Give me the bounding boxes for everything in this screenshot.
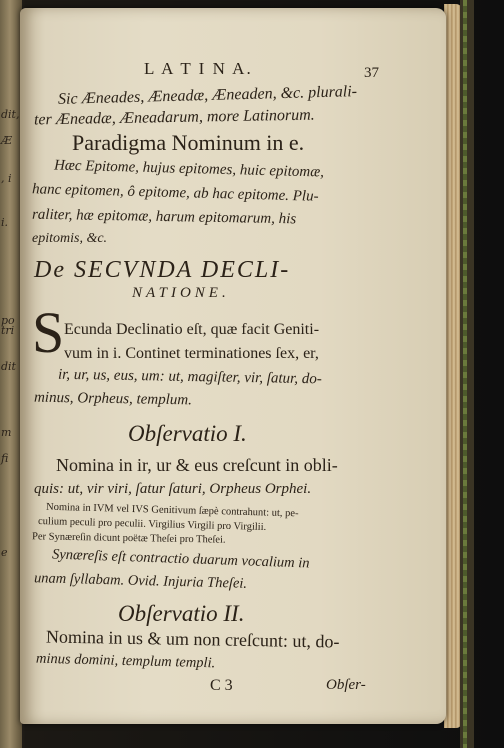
left-margin-fragment: fi — [1, 452, 9, 465]
observation-heading: Obſervatio I. — [128, 421, 247, 446]
left-margin-fragment: m — [1, 426, 12, 439]
left-margin-fragment: i. — [1, 216, 9, 229]
left-margin-fragment: tri — [1, 324, 15, 337]
text-line: ter Æneadæ, Æneadarum, more Latinorum. — [33, 106, 315, 129]
catchword: Obſer- — [326, 677, 366, 693]
text-line: Nomina in ir, ur & eus creſcunt in obli- — [56, 455, 338, 475]
signature-mark: C 3 — [210, 677, 233, 694]
text-line: minus, Orpheus, templum. — [33, 389, 193, 409]
text-line: hanc epitomen, ô epitome, ab hac epitome. Plu- — [31, 181, 319, 205]
left-margin-fragment: , i — [1, 172, 12, 185]
note-line: culium peculi pro peculii. Virgilius Virgili pro Virgilii. — [37, 516, 267, 533]
paradigm-heading: Paradigma Nominum in e. — [72, 130, 305, 155]
left-margin-fragment: dit — [1, 360, 16, 373]
section-heading-continued: NATIONE. — [132, 285, 230, 301]
left-margin-fragment: Æ — [1, 134, 13, 147]
running-title: L A T I N A. — [144, 59, 253, 78]
text-line: Hæc Epitome, hujus epitomes, huic epitomæ, — [53, 157, 325, 181]
book-page — [20, 8, 446, 724]
note-line: Nomina in IVM vel IVS Genitivum ſæpè contrahunt: ut, pe- — [45, 501, 299, 520]
text-line: Sic Æneades, Æneadæ, Æneaden, &c. plurali- — [57, 83, 358, 108]
text-line: ir, ur, us, eus, um: ut, magiſter, vir, ſatur, do- — [57, 366, 322, 388]
text-line: minus domini, templum templi. — [35, 650, 216, 672]
text-line: Synæreſis eſt contractio duarum vocalium in — [51, 546, 310, 572]
text-line: raliter, hæ epitomæ, harum epitomarum, his — [31, 206, 297, 228]
left-margin-fragment: e — [1, 546, 8, 559]
left-margin-fragment: po — [1, 314, 15, 327]
text-line: epitomis, &c. — [32, 231, 108, 246]
note-line: Per Synæreſin dicunt poëtæ Theſei pro Theſei. — [31, 531, 226, 546]
text-line: Ecunda Declinatio eſt, quæ facit Geniti- — [64, 321, 320, 338]
page-number: 37 — [364, 65, 379, 81]
text-line: quis: ut, vir viri, ſatur ſaturi, Orpheus Orphei. — [34, 481, 312, 497]
left-margin-fragment: dit, — [1, 108, 20, 121]
section-heading: De SECVNDA DECLI- — [34, 257, 291, 283]
left-page-edge — [0, 0, 22, 748]
text-line: unam ſyllabam. Ovid. Injuria Theſei. — [33, 570, 248, 592]
book-cover-edge — [460, 0, 474, 748]
observation-heading: Obſervatio II. — [118, 601, 245, 626]
drop-cap: S — [32, 300, 65, 365]
text-line: vum in i. Continet terminationes ſex, er, — [64, 345, 319, 362]
text-line: Nomina in us & um non creſcunt: ut, do- — [45, 626, 340, 652]
